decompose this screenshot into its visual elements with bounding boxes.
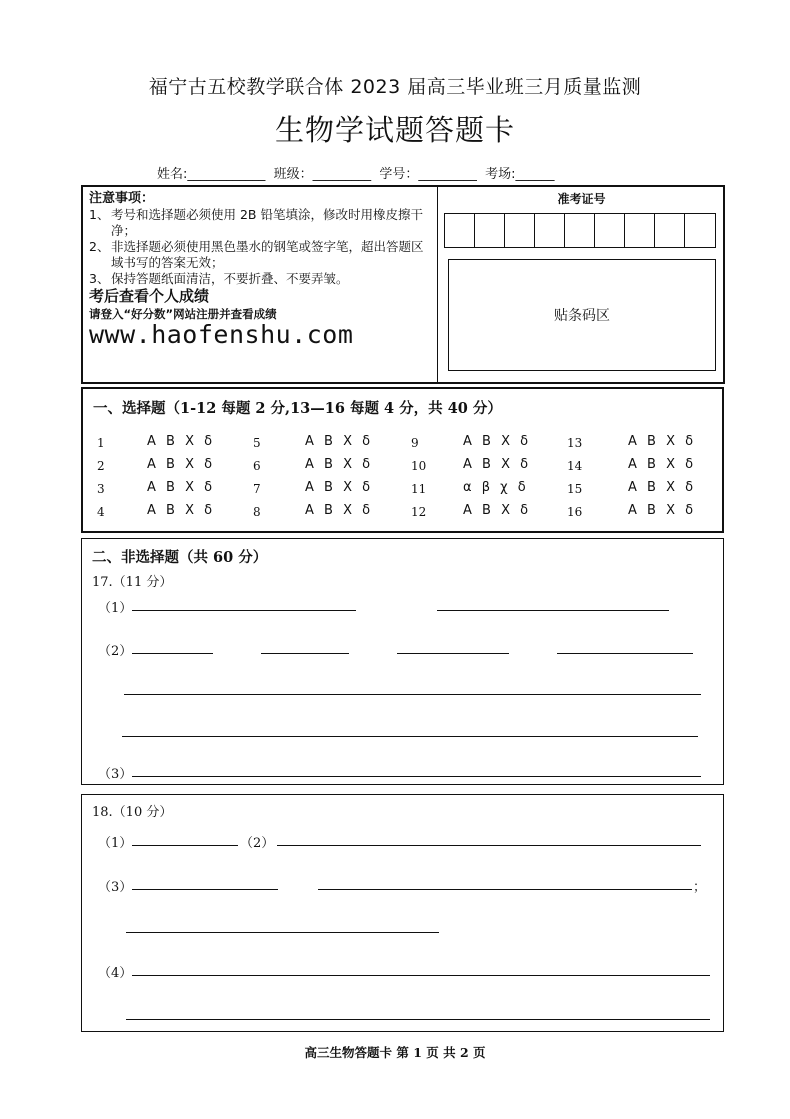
q18-part2-label: （2） <box>240 836 275 851</box>
answer-line[interactable] <box>397 653 509 654</box>
mcq-options[interactable]: A B X δ <box>305 503 374 518</box>
mcq-options[interactable]: α β χ δ <box>463 480 529 495</box>
mcq-question-number: 16 <box>567 505 583 519</box>
mcq-question-number: 5 <box>253 436 261 450</box>
mcq-options[interactable]: A B X δ <box>147 480 216 495</box>
frq-section-q17 <box>81 538 724 785</box>
mcq-options[interactable]: A B X δ <box>463 503 532 518</box>
q18-part1-label: （1） <box>98 836 133 851</box>
mcq-options[interactable]: A B X δ <box>147 457 216 472</box>
mcq-question-number: 11 <box>411 482 427 496</box>
mcq-options[interactable]: A B X δ <box>305 434 374 449</box>
vertical-divider <box>437 187 438 382</box>
note-item: 1、 考号和选择题必须使用 2B 铅笔填涂，修改时用橡皮擦干净； <box>89 207 423 238</box>
answer-line[interactable] <box>132 845 238 846</box>
exam-id-digit[interactable] <box>475 214 505 247</box>
q18-part4-label: （4） <box>98 966 133 981</box>
promo-subtitle: 请登入“好分数”网站注册并查看成绩 <box>89 307 277 321</box>
answer-line[interactable] <box>132 889 278 890</box>
mcq-options[interactable]: A B X δ <box>463 457 532 472</box>
notes-panel <box>89 191 433 349</box>
sheet-title: 生物学试题答题卡 <box>274 113 515 147</box>
q18-label: 18.（10 分） <box>92 805 173 820</box>
answer-line[interactable] <box>122 736 698 737</box>
exam-id-digit[interactable] <box>535 214 565 247</box>
mcq-title: 一、选择题（1-12 每题 2 分,13—16 每题 4 分，共 40 分） <box>93 400 502 417</box>
note-item: 2、 非选择题必须使用黑色墨水的钢笔或签字笔，超出答题区域书写的答案无效； <box>89 239 424 270</box>
answer-line[interactable] <box>132 776 701 777</box>
mcq-question-number: 4 <box>97 505 105 519</box>
exam-id-digit[interactable] <box>445 214 475 247</box>
answer-line[interactable] <box>277 845 701 846</box>
exam-id-digit[interactable] <box>565 214 595 247</box>
exam-id-digit[interactable] <box>595 214 625 247</box>
q17-part1-label: （1） <box>98 601 133 616</box>
exam-id-digit[interactable] <box>685 214 715 247</box>
mcq-question-number: 13 <box>567 436 583 450</box>
mcq-options[interactable]: A B X δ <box>628 480 697 495</box>
answer-line[interactable] <box>261 653 349 654</box>
mcq-options[interactable]: A B X δ <box>147 434 216 449</box>
mcq-question-number: 6 <box>253 459 261 473</box>
mcq-options[interactable]: A B X δ <box>147 503 216 518</box>
answer-line[interactable] <box>126 932 439 933</box>
mcq-question-number: 7 <box>253 482 261 496</box>
mcq-question-number: 12 <box>411 505 427 519</box>
q17-part3-label: （3） <box>98 767 133 782</box>
mcq-question-number: 10 <box>411 459 427 473</box>
school-title: 福宁古五校教学联合体 2023 届高三毕业班三月质量监测 <box>148 76 642 98</box>
mcq-options[interactable]: A B X δ <box>628 434 697 449</box>
exam-id-grid[interactable] <box>444 213 716 248</box>
mcq-question-number: 14 <box>567 459 583 473</box>
answer-line[interactable] <box>126 1019 710 1020</box>
q18-semicolon: ； <box>693 880 707 895</box>
mcq-options[interactable]: A B X δ <box>628 503 697 518</box>
q18-part3-label: （3） <box>98 880 133 895</box>
mcq-options[interactable]: A B X δ <box>305 480 374 495</box>
mcq-section <box>81 387 724 533</box>
answer-line[interactable] <box>132 653 213 654</box>
promo-title: 考后查看个人成绩 <box>89 287 210 305</box>
answer-line[interactable] <box>124 694 701 695</box>
mcq-question-number: 1 <box>97 436 105 450</box>
barcode-label: 贴条码区 <box>554 308 610 324</box>
mcq-question-number: 8 <box>253 505 261 519</box>
page-footer: 高三生物答题卡 第 1 页 共 2 页 <box>304 1045 486 1060</box>
header-box <box>81 185 725 384</box>
notes-heading: 注意事项： <box>89 191 155 206</box>
answer-line[interactable] <box>132 610 356 611</box>
answer-line[interactable] <box>132 975 710 976</box>
mcq-options[interactable]: A B X δ <box>305 457 374 472</box>
q17-label: 17.（11 分） <box>92 575 173 590</box>
student-info-line: 姓名:____________ 班级：_________ 学号：_________ 考场:______ <box>157 167 555 182</box>
answer-line[interactable] <box>557 653 693 654</box>
answer-line[interactable] <box>437 610 669 611</box>
exam-id-digit[interactable] <box>505 214 535 247</box>
mcq-question-number: 9 <box>411 436 419 450</box>
mcq-question-number: 2 <box>97 459 105 473</box>
mcq-question-number: 15 <box>567 482 583 496</box>
promo-url: www.haofenshu.com <box>89 320 354 349</box>
exam-id-digit[interactable] <box>625 214 655 247</box>
mcq-question-number: 3 <box>97 482 105 496</box>
mcq-options[interactable]: A B X δ <box>628 457 697 472</box>
answer-line[interactable] <box>318 889 692 890</box>
barcode-area <box>448 259 716 371</box>
exam-id-digit[interactable] <box>655 214 685 247</box>
q17-part2-label: （2） <box>98 644 133 659</box>
note-item: 3、 保持答题纸面清洁，不要折叠、不要弄皱。 <box>89 271 349 286</box>
mcq-options[interactable]: A B X δ <box>463 434 532 449</box>
frq-section-q18 <box>81 794 724 1032</box>
exam-id-label: 准考证号 <box>557 192 606 206</box>
frq-title: 二、非选择题（共 60 分） <box>92 549 268 566</box>
